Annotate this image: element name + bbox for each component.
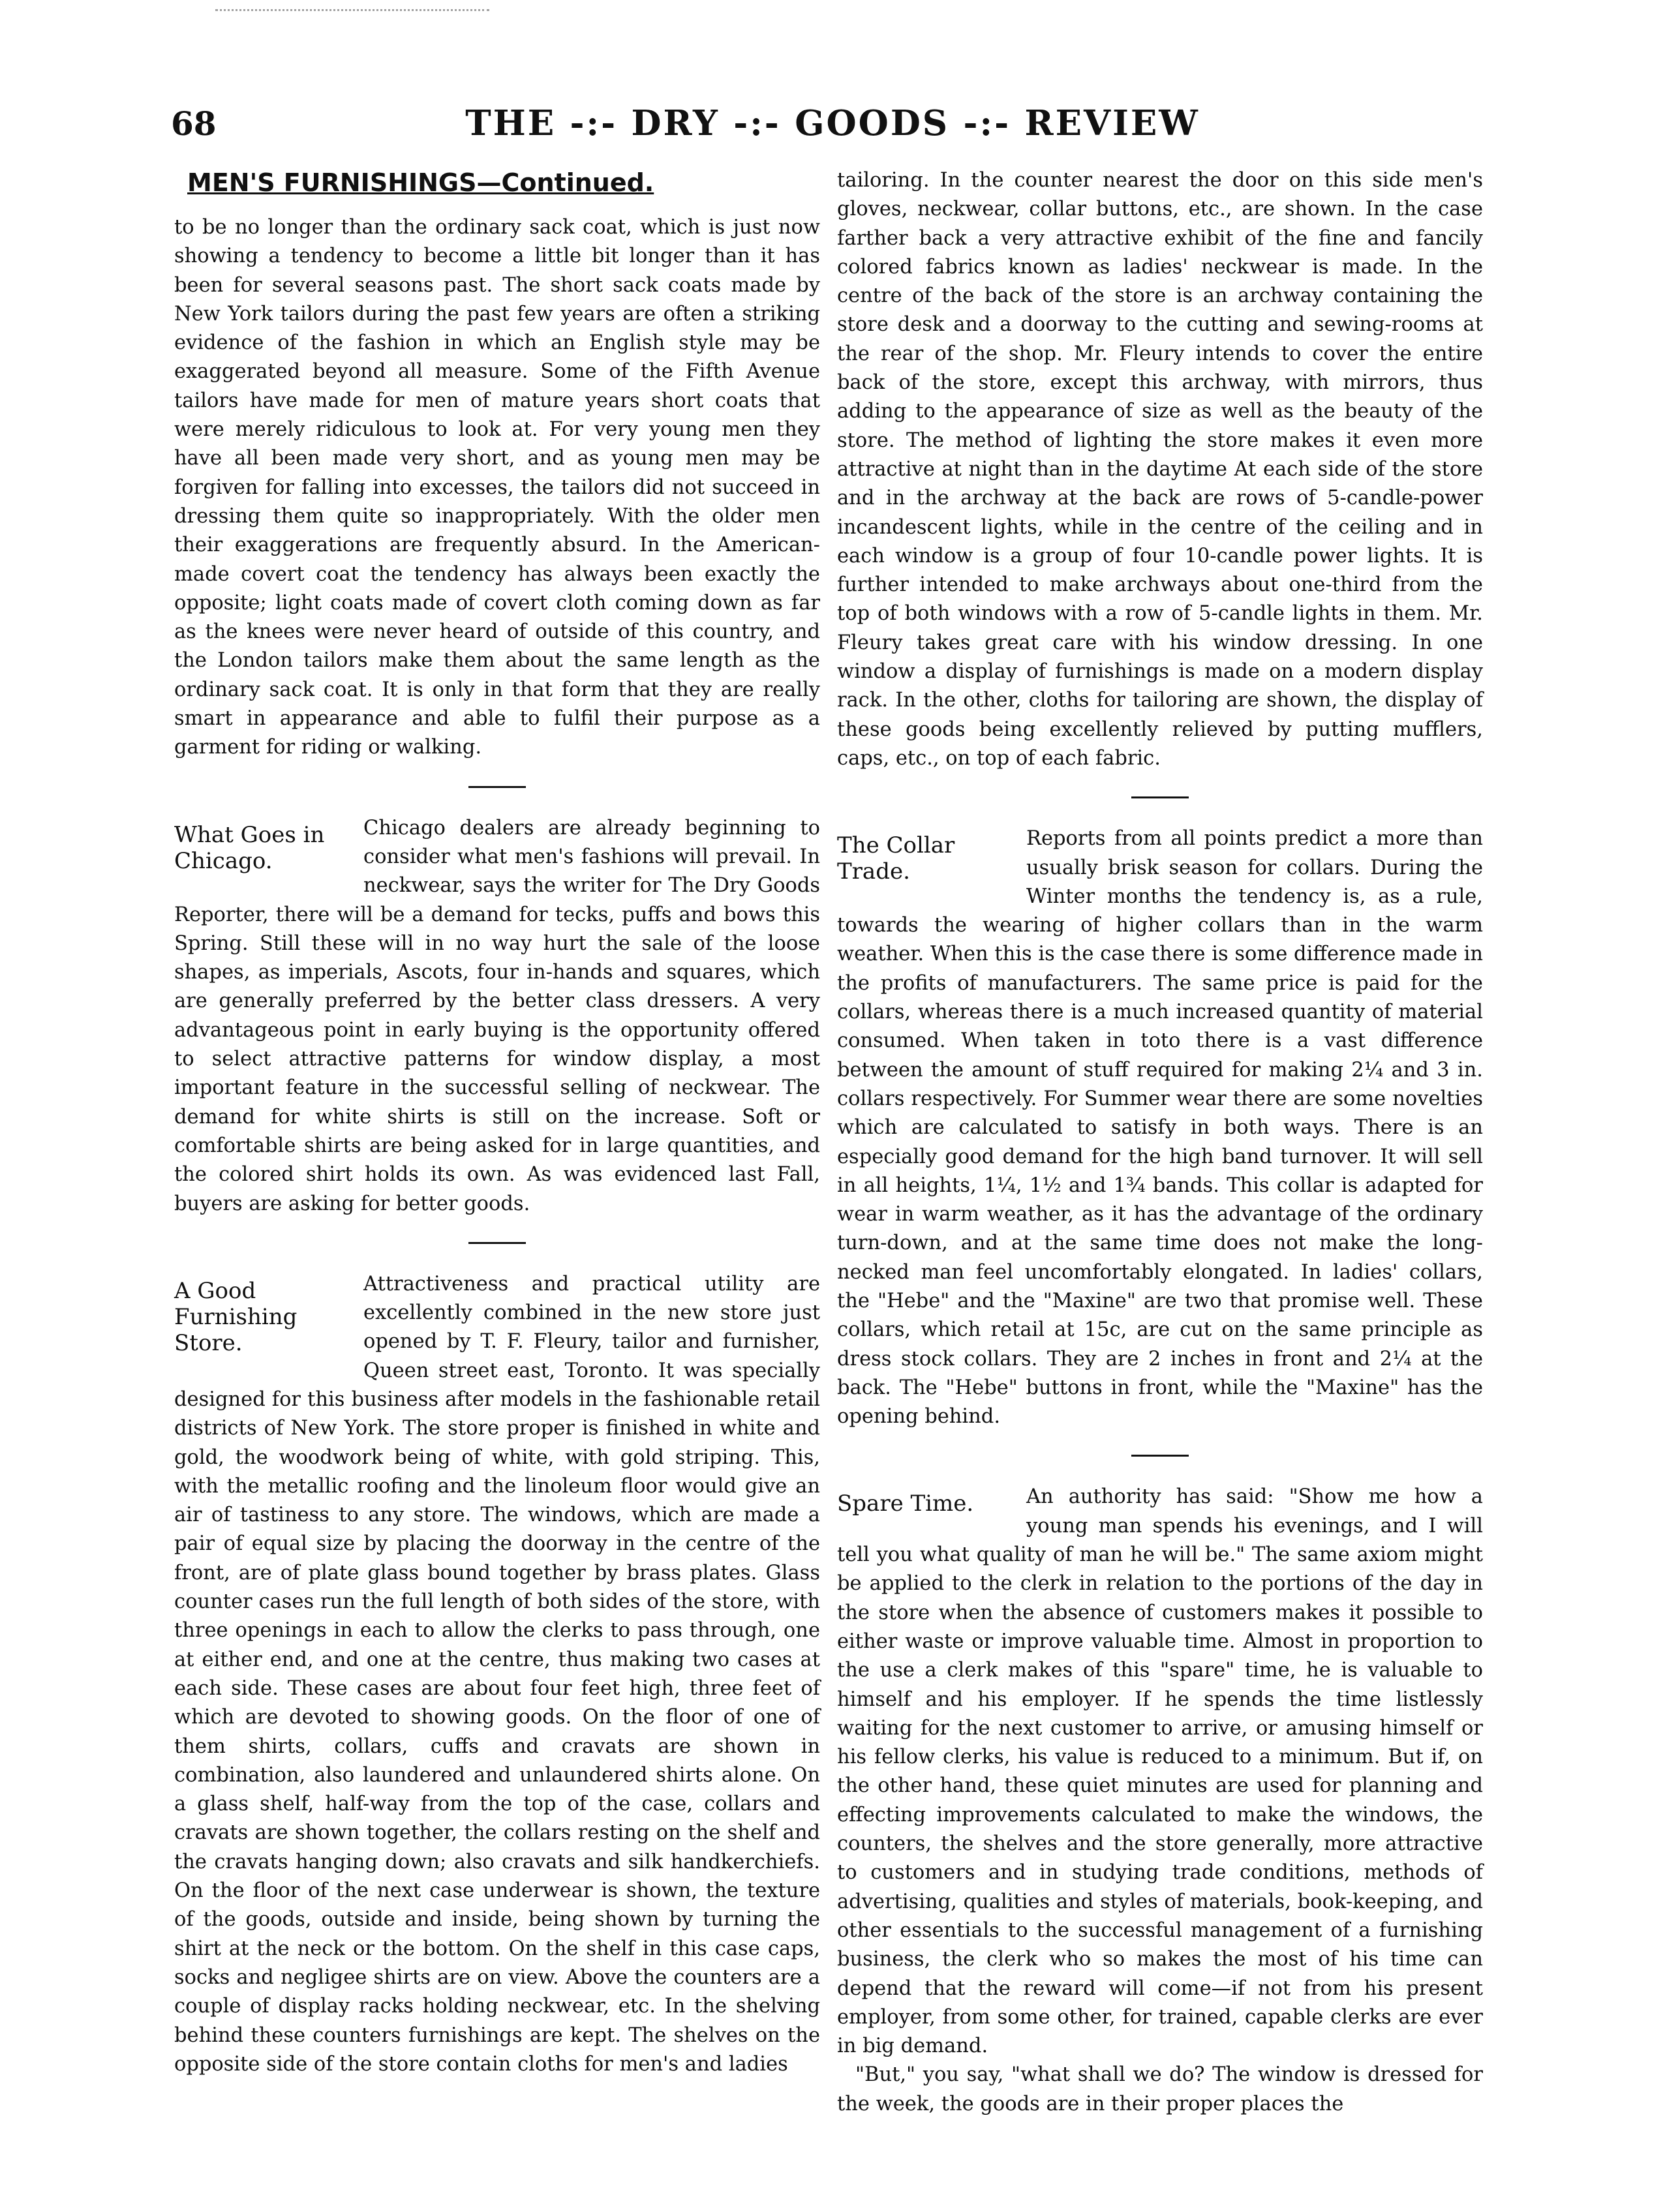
section-divider: [1131, 796, 1189, 798]
article-furnishing-store: [174, 1270, 820, 2079]
section-divider: [1131, 1455, 1189, 1457]
section-divider: [468, 1242, 526, 1244]
article-text: An authority has said: "Show me how a young man spends his evenings, and I will tell you what quality of man he will be." The same axiom might be applied to the clerk in relation to the portions of the day in the store when the absence of customers makes it possible to either waste or improve valuable time. Almost in proportion to the use a clerk makes of this "spare" time, he is valuable to himself and his employer. If he spends the time listlessly waiting for the next customer to arrive, or amusing himself or his fellow clerks, his value is reduced to a minimum. But if, on the other hand, these quiet minutes are used for planning and effecting improvements calculated to make the windows, the counters, the shelves and the store generally, more attractive to customers and in studying trade conditions, methods of advertising, qualities and styles of materials, book-keeping, and other essentials to the successful management of a furnishing business, the clerk who so makes the most of his time can depend that the reward will come—if not from his present employer, from some other, for trained, capable clerks are ever in big demand.: [837, 1485, 1483, 2058]
journal-title: THE -:- DRY -:- GOODS -:- REVIEW: [465, 103, 1200, 144]
article-heading: What Goes in Chicago.: [174, 821, 325, 874]
article-heading: The Collar Trade.: [837, 832, 955, 885]
intro-paragraph: to be no longer than the ordinary sack coat, which is just now showing a tendency to become a little bit longer than it has been for several seasons past. The short sack coats made by New York tailors during the past few years are often a striking evidence of the fashion in which an English style may be exaggerated beyond all measure. Some of the Fifth Avenue tailors have made for men of mature years short coats that were merely ridiculous to look at. For very young men they have all been made very short, and as young men may be forgiven for falling into excesses, the tailors did not succeed in dressing them quite so inappropriately. With the older men their exaggerations are frequently absurd. In the American-made covert coat the tendency has always been exactly the opposite; light coats made of covert cloth coming down as far as the knees were never heard of outside of this country, and the London tailors make them about the same length as the ordinary sack coat. It is only in that form that they are really smart in appearance and able to fulfil their purpose as a garment for riding or walking.: [174, 216, 820, 759]
scan-noise-mark: [215, 9, 489, 15]
right-column: [837, 166, 1483, 2119]
page-header: [0, 98, 1665, 150]
section-heading: MEN'S FURNISHINGS—Continued.: [187, 168, 654, 197]
article-spare-time: [837, 1483, 1483, 2119]
article-collar-trade: [837, 825, 1483, 1431]
article-heading: Spare Time.: [837, 1491, 974, 1517]
article-closing-text: "But," you say, "what shall we do? The window is dressed for the week, the goods are in their proper places the: [837, 2063, 1483, 2115]
page-number: 68: [171, 104, 217, 143]
article-text: Reports from all points predict a more than usually brisk season for collars. During the Winter months the tendency is, as a rule, towards the wearing of higher collars than in the warm weather. When this is the case there is some difference made in the profits of manufacturers. The same price is paid for the collars, whereas there is a much increased quantity of material consumed. When taken in toto there is a vast difference between the amount of stuff required for making 2¼ and 3 in. collars respectively. For Summer wear there are some novelties which are calculated to satisfy in both ways. There is an especially good demand for the high band turnover. It will sell in all heights, 1¼, 1½ and 1¾ bands. This collar is adapted for wear in warm weather, as it has the advantage of the ordinary turn-down, and at the same time does not make the long-necked man feel uncomfortably elongated. In ladies' collars, the "Hebe" and the "Maxine" are two that promise well. These collars, which retail at 15c, are cut on the same principle as dress stock collars. They are 2 inches in front and 2¼ at the back. The "Hebe" buttons in front, while the "Maxine" has the opening behind.: [837, 827, 1483, 1429]
article-text: Attractiveness and practical utility are excellently combined in the new store just opened by T. F. Fleury, tailor and furnisher, Queen street east, Toronto. It was specially designed for this business after models in the fashionable retail districts of New York. The store proper is finished in white and gold, the woodwork being of white, with gold striping. This, with the metallic roofing and the linoleum floor would give an air of tastiness to any store. The windows, which are made a pair of equal size by placing the doorway in the centre of the front, are of plate glass bound together by brass plates. Glass counter cases run the full length of both sides of the store, with three openings in each to allow the clerks to pass through, one at either end, and one at the centre, thus making two cases at each side. These cases are about four feet high, three feet of which are devoted to showing goods. On the floor of one of them shirts, collars, cuffs and cravats are shown in combination, also laundered and unlaundered shirts alone. On a glass shelf, half-way from the top of the case, collars and cravats are shown together, the collars resting on the shelf and the cravats hanging down; also cravats and silk handkerchiefs. On the floor of the next case underwear is shown, the texture of the goods, outside and inside, being shown by turning the shirt at the neck or the bottom. On the shelf in this case caps, socks and negligee shirts are on view. Above the counters are a couple of display racks holding neckwear, etc. In the shelving behind these counters furnishings are kept. The shelves on the opposite side of the store contain cloths for men's and ladies: [174, 1272, 820, 2076]
article-text: Chicago dealers are already beginning to consider what men's fashions will prevail. In neckwear, says the writer for The Dry Goods Reporter, there will be a demand for tecks, puffs and bows this Spring. Still these will in no way hurt the sale of the loose shapes, as imperials, Ascots, four in-hands and squares, which are generally preferred by the better class dressers. A very advantageous point in early buying is the opportunity offered to select attractive patterns for window display, a most important feature in the successful selling of neckwear. The demand for white shirts is still on the increase. Soft or comfortable shirts are being asked for in large quantities, and the colored shirt holds its own. As was evidenced last Fall, buyers are asking for better goods.: [174, 816, 820, 1215]
left-column: [174, 166, 820, 2079]
section-divider: [468, 786, 526, 788]
article-chicago: [174, 814, 820, 1219]
article-heading: A Good Furnishing Store.: [174, 1277, 298, 1356]
continued-paragraph: tailoring. In the counter nearest the door on this side men's gloves, neckwear, collar buttons, etc., are shown. In the case farther back a very attractive exhibit of the fine and fancily colored fabrics known as ladies' neckwear is made. In the centre of the back of the store is an archway containing the store desk and a doorway to the cutting and sewing-rooms at the rear of the shop. Mr. Fleury intends to cover the entire back of the store, except this archway, with mirrors, thus adding to the appearance of size as well as the beauty of the store. The method of lighting the store makes it even more attractive at night than in the daytime At each side of the store and in the archway at the back are rows of 5-candle-power incandescent lights, while in the centre of the ceiling and in each window is a group of four 10-candle power lights. It is further intended to make archways about one-third from the top of both windows with a row of 5-candle lights in them. Mr. Fleury takes great care with his window dressing. In one window a display of furnishings is made on a modern display rack. In the other, cloths for tailoring are shown, the display of these goods being excellently relieved by putting mufflers, caps, etc., on top of each fabric.: [837, 169, 1483, 770]
